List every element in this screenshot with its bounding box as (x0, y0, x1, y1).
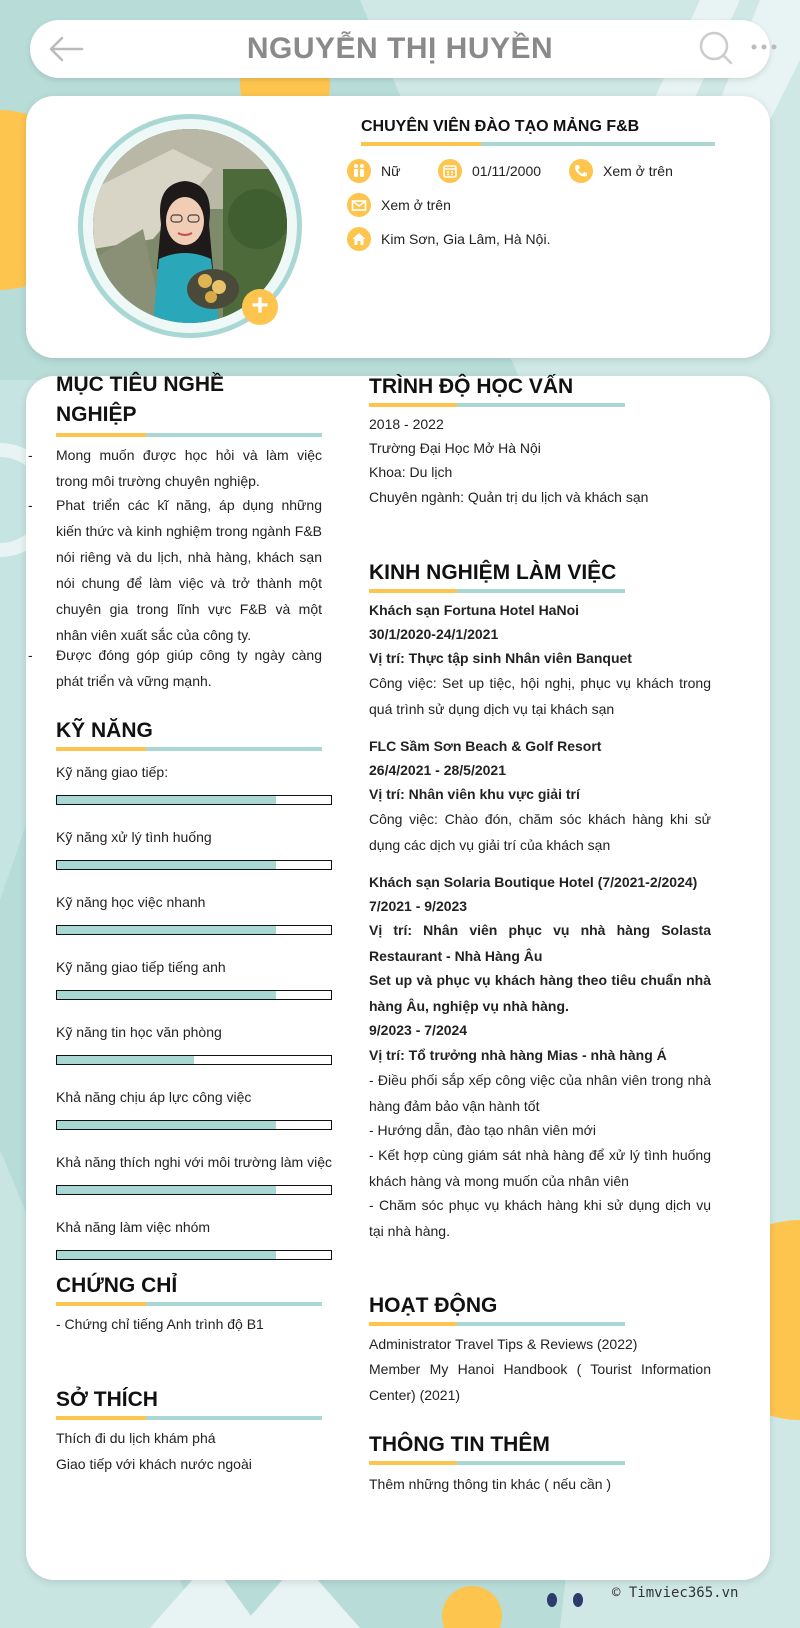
activity-item: Administrator Travel Tips & Reviews (2022) (369, 1336, 638, 1352)
skill-progress-bar (56, 1055, 332, 1065)
education-underline (369, 403, 625, 407)
education-years: 2018 - 2022 (369, 416, 444, 432)
education-major: Chuyên ngành: Quản trị du lịch và khách sạn (369, 489, 649, 505)
phone-value: Xem ở trên (603, 163, 673, 179)
skill-progress-bar (56, 1185, 332, 1195)
skill-progress-fill (57, 796, 276, 804)
skill-progress-fill (57, 926, 276, 934)
job3-company: Khách sạn Solaria Boutique Hotel (7/2021-2/2024) (369, 874, 698, 890)
job2-position: Vị trí: Nhân viên khu vực giải trí (369, 786, 580, 802)
job3-period: 7/2021 - 9/2023 (369, 898, 468, 914)
job3-position-2: Vị trí: Tổ trưởng nhà hàng Mias - nhà hàng Á (369, 1047, 667, 1063)
skills-title: KỸ NĂNG (56, 719, 153, 742)
skill-progress-fill (57, 1251, 276, 1259)
skill-label: Kỹ năng tin học văn phòng (56, 1024, 222, 1040)
skill-label: Kỹ năng giao tiếp: (56, 764, 169, 780)
certificates-underline (56, 1302, 322, 1306)
header-bar (30, 20, 770, 78)
skill-item (56, 892, 332, 946)
objective-title-line1: MỤC TIÊU NGHỀ (56, 373, 224, 396)
objective-underline (56, 433, 322, 437)
job1-period: 30/1/2020-24/1/2021 (369, 626, 499, 642)
skill-progress-bar (56, 860, 332, 870)
job3-task: - Điều phối sắp xếp công việc của nhân viên trong nhà hàng đảm bảo vận hành tốt (369, 1072, 711, 1114)
more-options-icon[interactable] (750, 40, 778, 54)
activities-underline (369, 1322, 625, 1326)
job-title: CHUYÊN VIÊN ĐÀO TẠO MẢNG F&B (361, 118, 640, 135)
skill-progress-fill (57, 1186, 276, 1194)
job2-company: FLC Sầm Sơn Beach & Golf Resort (369, 738, 602, 754)
mail-icon (347, 193, 371, 217)
skill-item (56, 1217, 332, 1271)
main-card (26, 373, 770, 1580)
objective-item: - Phat triển các kĩ năng, áp dụng những kiến thức và kinh nghiệm trong ngành F&B nói riêng và du lịch, nhà hàng, khách sạn nói chung để làm việc và trở thành một chuyên gia trong lĩnh vực F&B và một nhân viên xuất sắc của công ty. (28, 497, 322, 643)
additional-title: THÔNG TIN THÊM (369, 1433, 550, 1456)
title-underline (361, 142, 715, 146)
objective-item-text: Được đóng góp giúp công ty ngày càng phát triển và vững mạnh. (56, 647, 322, 689)
skill-progress-bar (56, 925, 332, 935)
phone-icon (569, 159, 593, 183)
job3-task: - Hướng dẫn, đào tạo nhân viên mới (369, 1122, 596, 1138)
job2-description: Công việc: Chào đón, chăm sóc khách hàng khi sử dụng các dịch vụ giải trí của khách sạn (369, 811, 711, 853)
hobby-item: Thích đi du lịch khám phá (56, 1430, 216, 1446)
experience-underline (369, 589, 625, 593)
skill-label: Kỹ năng học việc nhanh (56, 894, 206, 910)
skill-progress-bar (56, 990, 332, 1000)
hobby-item: Giao tiếp với khách nước ngoài (56, 1456, 252, 1472)
skills-underline (56, 747, 322, 751)
skill-item (56, 1152, 332, 1206)
activity-item: Member My Hanoi Handbook ( Tourist Information Center) (2021) (369, 1361, 711, 1403)
skill-progress-fill (57, 861, 276, 869)
candidate-name: NGUYỄN THỊ HUYỀN (246, 32, 554, 65)
email-value: Xem ở trên (381, 197, 451, 213)
profile-card (26, 96, 770, 358)
hobbies-underline (56, 1416, 322, 1420)
objective-item: - Được đóng góp giúp công ty ngày càng phát triển và vững mạnh. (28, 647, 322, 689)
gender-icon (347, 159, 371, 183)
job3-description: Set up và phục vụ khách hàng theo tiêu chuẩn nhà hàng Âu, nghiệp vụ nhà hàng. (369, 972, 711, 1014)
experience-title: KINH NGHIỆM LÀM VIỆC (369, 561, 617, 584)
certificate-item: - Chứng chỉ tiếng Anh trình độ B1 (56, 1316, 264, 1332)
activities-title: HOẠT ĐỘNG (369, 1294, 498, 1317)
objective-title-line2: NGHIỆP (56, 403, 137, 426)
watermark: © Timviec365.vn (612, 1585, 739, 1601)
education-title: TRÌNH ĐỘ HỌC VẤN (369, 375, 574, 398)
skill-label: Khả năng làm việc nhóm (56, 1219, 211, 1235)
birthday-value: 01/11/2000 (472, 163, 542, 179)
skill-label: Khả năng thích nghi với môi trường làm việc (56, 1154, 332, 1170)
job3-task: - Kết hợp cùng giám sát nhà hàng để xử lý tình huống khách hàng và mong muốn của nhân viên (369, 1147, 711, 1189)
job1-company: Khách sạn Fortuna Hotel HaNoi (369, 602, 580, 618)
skill-label: Khả năng chịu áp lực công việc (56, 1089, 252, 1105)
skill-item (56, 827, 332, 881)
skill-label: Kỹ năng xử lý tình huống (56, 829, 212, 845)
certificates-title: CHỨNG CHỈ (56, 1274, 178, 1297)
add-photo-button[interactable]: + (242, 289, 278, 325)
job3-period-2: 9/2023 - 7/2024 (369, 1022, 468, 1038)
search-icon[interactable] (698, 30, 734, 66)
job3-position: Vị trí: Nhân viên phục vụ nhà hàng Solasta Restaurant - Nhà Hàng Âu (369, 922, 711, 964)
education-faculty: Khoa: Du lịch (369, 464, 453, 480)
education-school: Trường Đại Học Mở Hà Nội (369, 440, 541, 456)
skill-progress-bar (56, 1120, 332, 1130)
skill-progress-fill (57, 1121, 276, 1129)
job3-task: - Chăm sóc phục vụ khách hàng khi sử dụng dịch vụ tại nhà hàng. (369, 1197, 711, 1239)
additional-text: Thêm những thông tin khác ( nếu cần ) (369, 1476, 612, 1492)
hobbies-title: SỞ THÍCH (56, 1388, 158, 1411)
calendar-icon (438, 159, 462, 183)
skill-progress-fill (57, 1056, 194, 1064)
skill-progress-bar (56, 795, 332, 805)
address-value: Kim Sơn, Gia Lâm, Hà Nội. (381, 231, 551, 247)
skill-item (56, 1022, 332, 1076)
skill-item (56, 762, 332, 816)
objective-item: - Mong muốn được học hỏi và làm việc trong môi trường chuyên nghiệp. (28, 447, 322, 489)
job1-description: Công việc: Set up tiệc, hội nghị, phục vụ khách trong quá trình sử dụng dịch vụ tại khách sạn (369, 675, 711, 717)
objective-item-text: Phat triển các kĩ năng, áp dụng những kiến thức và kinh nghiệm trong ngành F&B nói riêng và du lịch, nhà hàng, khách sạn nói chung để làm việc và trở thành một chuyên gia trong lĩnh vực F&B và một nhân viên xuất sắc của công ty. (56, 497, 322, 643)
gender-value: Nữ (381, 163, 401, 179)
skill-item (56, 957, 332, 1011)
skill-progress-fill (57, 991, 276, 999)
skill-progress-bar (56, 1250, 332, 1260)
objective-item-text: Mong muốn được học hỏi và làm việc trong môi trường chuyên nghiệp. (56, 447, 322, 489)
skill-item (56, 1087, 332, 1141)
skill-label: Kỹ năng giao tiếp tiếng anh (56, 959, 226, 975)
job2-period: 26/4/2021 - 28/5/2021 (369, 762, 507, 778)
job1-position: Vị trí: Thực tập sinh Nhân viên Banquet (369, 650, 632, 666)
additional-underline (369, 1461, 625, 1465)
home-icon (347, 227, 371, 251)
